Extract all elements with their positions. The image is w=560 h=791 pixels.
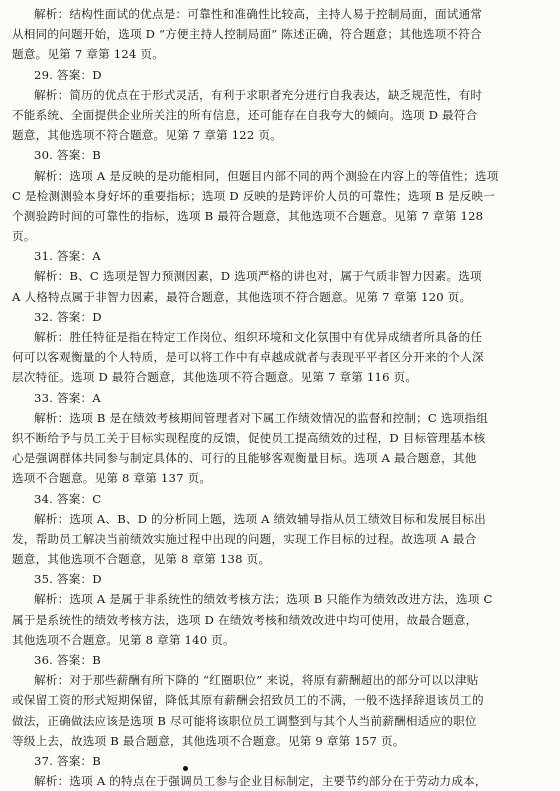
- answer-heading: 35. 答案：D: [34, 572, 102, 587]
- explanation-line: 解析：结构性面试的优点是：可靠性和准确性比较高，主持人易于控制局面，面试通常: [34, 7, 483, 21]
- stray-dot-mark: [183, 766, 188, 771]
- answer-heading: 32. 答案：D: [34, 309, 102, 324]
- explanation-line: 其他选项不合题意。见第 8 章第 140 页。: [12, 632, 235, 647]
- answer-heading: 36. 答案：B: [34, 653, 102, 667]
- explanation-line: 发，帮助员工解决当前绩效实施过程中出现的问题，实现工作目标的过程。故选项 A 最合: [12, 531, 477, 546]
- explanation-line: 不能系统、全面提供企业所关注的所有信息，还可能存在自我夸大的倾向。选项 D 最符合: [12, 107, 478, 122]
- explanation-line: 或保留工资的形式短期保留，降低其原有薪酬会招致员工的不满，一般不选择辞退该员工的: [12, 693, 484, 708]
- explanation-line: 解析：选项 B 是在绩效考核期间管理者对下属工作绩效情况的监督和控制；C 选项指组: [34, 410, 489, 425]
- explanation-line: 等级上去，故选项 B 最合题意，其他选项不合题意。见第 9 章第 157 页。: [12, 733, 405, 748]
- explanation-line: C 是检测测验本身好坏的重要指标；选项 D 反映的是跨评价人员的可靠性；选项 B 是反映一: [12, 188, 496, 203]
- explanation-line: 织不断给予与员工关于目标实现程度的反馈，促使员工提高绩效的过程，D 目标管理基本核: [12, 430, 486, 445]
- answer-heading: 29. 答案：D: [34, 67, 102, 82]
- explanation-line: 解析：选项 A、B、D 的分析同上题，选项 A 绩效辅导指从员工绩效目标和发展目标出: [34, 511, 486, 526]
- explanation-line: 何可以客观衡量的个人特质，是可以将工作中有卓越成就者与表现平平者区分开来的个人深: [12, 350, 484, 365]
- explanation-line: 解析：选项 A 是反映的是功能相同，但题目内部不同的两个测验在内容上的等值性；选项: [34, 168, 499, 183]
- explanation-line: 解析：胜任特征是指在特定工作岗位、组织环境和文化氛围中有优异成绩者所具备的任: [34, 330, 483, 344]
- explanation-line: 心是强调群体共同参与制定具体的、可行的且能够客观衡量目标。选项 A 最合题意，其他: [12, 451, 477, 466]
- explanation-line: 解析：选项 A 是属于非系统性的绩效考核方法；选项 B 只能作为绩效改进方法，选项 C: [34, 592, 493, 607]
- answer-explanations: [12, 4, 546, 791]
- explanation-line: 个测验跨时间的可靠性的指标，选项 B 最符合题意，其他选项不合题意。见第 7 章第 128: [12, 208, 484, 223]
- explanation-line: 属于是系统性的绩效考核方法，选项 D 在绩效考核和绩效改进中均可使用，故最合题意，: [12, 612, 478, 627]
- answer-heading: 37. 答案：B: [34, 753, 102, 768]
- explanation-line: 做法，正确做法应该是选项 B 尽可能将该职位员工调整到与其个人当前薪酬相适应的职位: [12, 713, 477, 728]
- explanation-line: 解析：B、C 选项是智力预测因素，D 选项严格的讲也对，属于气质非智力因素。选项: [34, 269, 482, 284]
- explanation-line: 选项不合题意。见第 8 章第 137 页。: [12, 471, 212, 486]
- explanation-line: 题意，其他选项不合题意，见第 8 章第 138 页。: [12, 552, 271, 567]
- answer-heading: 31. 答案：A: [34, 249, 101, 264]
- answer-heading: 30. 答案：B: [34, 148, 102, 163]
- explanation-line: 题意，其他选项不符合题意。见第 7 章第 122 页。: [12, 128, 282, 143]
- explanation-line: A 人格特点属于非智力因素，最符合题意，其他选项不符合题意。见第 7 章第 120 页。: [12, 289, 472, 304]
- explanation-line: 页。: [12, 229, 36, 244]
- explanation-line: 解析：简历的优点在于形式灵活，有利于求职者充分进行自我表达，缺乏规范性，有时: [34, 87, 483, 102]
- explanation-line: 解析：选项 A 的特点在于强调员工参与企业目标制定，主要节约部分在于劳动力成本，: [34, 774, 487, 789]
- explanation-line: 题意。见第 7 章第 124 页。: [12, 47, 164, 62]
- explanation-line: 从相同的问题开始，选项 D “方便主持人控制局面” 陈述正确，符合题意；其他选项不符合: [12, 27, 482, 42]
- explanation-line: 解析：对于那些薪酬有所下降的 “红圈职位” 来说，将原有薪酬超出的部分可以以津贴: [34, 673, 479, 688]
- explanation-line: 层次特征。选项 D 最符合题意，其他选项不符合题意。见第 7 章第 116 页。: [12, 370, 418, 385]
- answer-heading: 34. 答案：C: [34, 491, 102, 506]
- answer-heading: 33. 答案：A: [34, 390, 101, 405]
